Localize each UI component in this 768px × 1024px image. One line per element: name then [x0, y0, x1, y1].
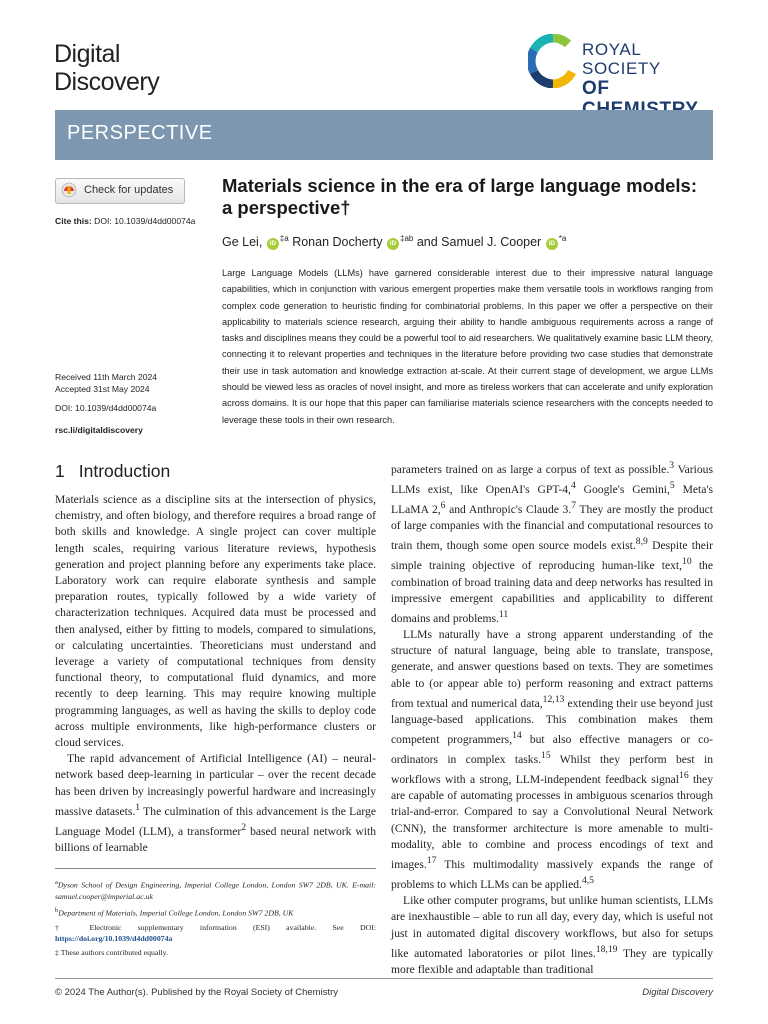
- rsc-wordmark-line2: OF: [582, 78, 610, 99]
- journal-name-line2: Discovery: [54, 68, 160, 96]
- orcid-icon[interactable]: iD: [546, 238, 558, 250]
- citation-ref[interactable]: 12,13: [542, 693, 565, 705]
- rsc-wordmark-line1: ROYAL SOCIETY: [582, 40, 661, 78]
- citation-ref[interactable]: 10: [682, 556, 692, 568]
- citation-ref[interactable]: 2: [241, 821, 247, 833]
- cite-this: [55, 216, 195, 226]
- author-name[interactable]: Ge Lei,: [222, 235, 263, 250]
- paragraph: The rapid advancement of Artificial Intelligence (AI) – neural-network based deep-learning in particular – over the recent decade has been driven by increasingly powerful hardware and increasingly massive datasets.$^1$ The culmination of this advancement is the Large Language Model (LLM), a transformer$^2$ based neural network with billions of learnable: [55, 752, 376, 854]
- author-list: [222, 234, 566, 250]
- rsc-wordmark: [582, 40, 718, 120]
- citation-ref[interactable]: 18,19: [595, 943, 618, 955]
- footnotes: [55, 877, 376, 961]
- received-date: Received 11th March 2024: [55, 372, 158, 382]
- section-title: Introduction: [78, 461, 171, 481]
- check-for-updates-button[interactable]: [55, 178, 185, 204]
- cite-doi: DOI: 10.1039/d4dd00074a: [94, 216, 196, 226]
- citation-ref[interactable]: 11: [498, 608, 509, 620]
- journal-name: [54, 40, 159, 96]
- citation-ref[interactable]: 6: [440, 500, 446, 512]
- citation-ref[interactable]: 1: [135, 801, 141, 813]
- citation-ref[interactable]: 4: [570, 480, 576, 492]
- citation-ref[interactable]: 14: [512, 730, 522, 742]
- author-affiliation: ‡ab: [400, 234, 414, 243]
- footnote-equal-contribution: ‡ These authors contributed equally.: [55, 948, 169, 958]
- article-title: Materials science in the era of large language models: a perspective†: [222, 175, 697, 218]
- paragraph: parameters trained on as large a corpus of text as possible.$^3$ Various LLMs exist, like OpenAI's GPT-4,$^4$ Google's Gemini,$^5$ Meta's LLaMA 2,$^6$ and Anthropic's Claude 3.$^7$ They are mostly the product of large companies with the financial and computational resources to train them, though some open source models exist.$^{8,9}$ Despite their simple training objective of reproducing human-like text,$^{10}$ the combination of broad training data and deep networks has resulted in impressive emergent capabilities and applicability to different domains and problems.$^{11}$: [391, 460, 714, 625]
- citation-ref[interactable]: 17: [426, 855, 437, 867]
- citation-ref[interactable]: 4,5: [581, 875, 595, 887]
- cite-label: Cite this:: [55, 216, 92, 226]
- citation-ref[interactable]: 5: [669, 480, 675, 492]
- orcid-icon[interactable]: iD: [387, 238, 399, 250]
- paragraph: LLMs naturally have a strong apparent understanding of the structure of natural language, being able to translate, transpose, generate, and answer questions based on texts. They are sometimes able to (or appear able to) perform reasoning and extract patterns from textual and numerical data,$^{12,13}$ extending their use beyond just language-based applications. This combination makes them competent programmers,$^{14}$ but also effective managers or co-ordinators in complex tasks.$^{15}$ Whilst they perform best in workflows with a strong, LLM-independent feedback signal$^{16}$ they are capable of automating processes in ambiguous scenarios through trial-and-error. Compared to say a Convolutional Neural Network (CNN), the transformer architecture is more amenable to multi-modality, able to combine and process encodings of text and images.$^{17}$ This multimodality massively expands the range of problems to which LLMs can be applied.$^{4,5}$: [391, 627, 713, 891]
- rsc-logo: [528, 34, 718, 99]
- footnote-affiliation-a: $^a$Dyson School of Design Engineering, Imperial College London, London SW7 2DB, UK. E-mail: samuel.cooper@imperial.ac.uk: [55, 879, 376, 901]
- section-heading: [55, 461, 170, 482]
- esi-doi-link[interactable]: https://doi.org/10.1039/d4dd00074a: [55, 934, 173, 943]
- check-updates-icon: [61, 182, 77, 198]
- footer-copyright: © 2024 The Author(s). Published by the Royal Society of Chemistry: [55, 987, 338, 998]
- footnote-esi: † Electronic supplementary information (ESI) available. See DOI: https://doi.org/10.1039/d4dd00074a: [55, 922, 376, 943]
- footer-journal: Digital Discovery: [642, 987, 713, 998]
- sidebar-doi: DOI: 10.1039/d4dd00074a: [55, 403, 157, 413]
- citation-ref[interactable]: 8,9: [635, 536, 648, 548]
- paragraph: Materials science as a discipline sits at the intersection of physics, chemistry, and often biology, and therefore requires a broad range of both skills and knowledge. A single project can cover multiple length scales, requiring various literature reviews, hypothesis generation and project planning before any experiments take place. Laboratory work can require elaborate synthesis and sample preparation routes, typically followed by a wide variety of characterization techniques. Acquired data must be processed and then analysed, either by fitting to models, compared to simulations, or calculating uncertainties. Theoreticians must understand and leverage a variety of computational techniques from density functional theory, to computational fluid dynamics, and more recently to deep learning. This may require knowing multiple programming languages, as well as having the skills to deploy code across multiple environments, like high-performance clusters or cloud services.: [55, 493, 376, 750]
- journal-link[interactable]: rsc.li/digitaldiscovery: [55, 425, 143, 435]
- left-column: [55, 492, 376, 856]
- journal-name-line1: Digital: [54, 40, 120, 68]
- citation-ref[interactable]: 16: [679, 770, 689, 782]
- rsc-logo-icon: [528, 34, 578, 88]
- article-type-banner: [55, 110, 713, 160]
- orcid-icon[interactable]: iD: [267, 238, 279, 250]
- right-column: [391, 458, 713, 978]
- footnote-affiliation-b: $^b$Department of Materials, Imperial College London, London SW7 2DB, UK: [55, 907, 294, 918]
- author-name[interactable]: Ronan Docherty: [292, 235, 383, 250]
- citation-ref[interactable]: 7: [571, 500, 577, 512]
- paragraph: Like other computer programs, but unlike human scientists, LLMs are inexhaustible – able to run all day, every day, which is useful not just in automated digital discovery workflows, but also for setups like automated laboratories or pilot lines.$^{18,19}$ They are typically more flexible and adaptable than traditional: [391, 894, 713, 976]
- article-type-label: PERSPECTIVE: [67, 122, 213, 144]
- footnote-divider: [55, 868, 376, 869]
- citation-ref[interactable]: 15: [541, 750, 551, 762]
- check-for-updates-label: Check for updates: [84, 184, 174, 196]
- abstract: Large Language Models (LLMs) have garnered considerable interest due to their impressive natural language capabilities, which in conjunction with various emergent properties make them versatile tools in workflows ranging from complex code generation to heuristic finding for combinatorial problems. In this paper we offer a perspective on their applicability to materials science research, arguing their ability to handle ambiguous requirements across a range of tasks and disciplines means they could be a powerful tool to aid researchers. We qualitatively examine basic LLM theory, connecting it to relevant properties and techniques in the literature before providing two case studies that demonstrate their use in task automation and knowledge extraction at-scale. At their current stage of development, we argue LLMs should be viewed less as oracles of novel insight, and more as tireless workers that can accelerate and unify exploration across domains. It is our hope that this paper can familiarise materials science researchers with the concepts needed to leverage these tools in their own research.: [222, 268, 713, 425]
- accepted-date: Accepted 31st May 2024: [55, 384, 150, 394]
- author-name[interactable]: and Samuel J. Cooper: [416, 235, 542, 250]
- section-number: 1: [55, 461, 65, 481]
- article-dates: [55, 371, 157, 395]
- citation-ref[interactable]: 3: [669, 460, 675, 471]
- footer-divider: [55, 978, 713, 979]
- author-affiliation: ‡a: [279, 234, 289, 243]
- author-affiliation: *a: [558, 234, 567, 243]
